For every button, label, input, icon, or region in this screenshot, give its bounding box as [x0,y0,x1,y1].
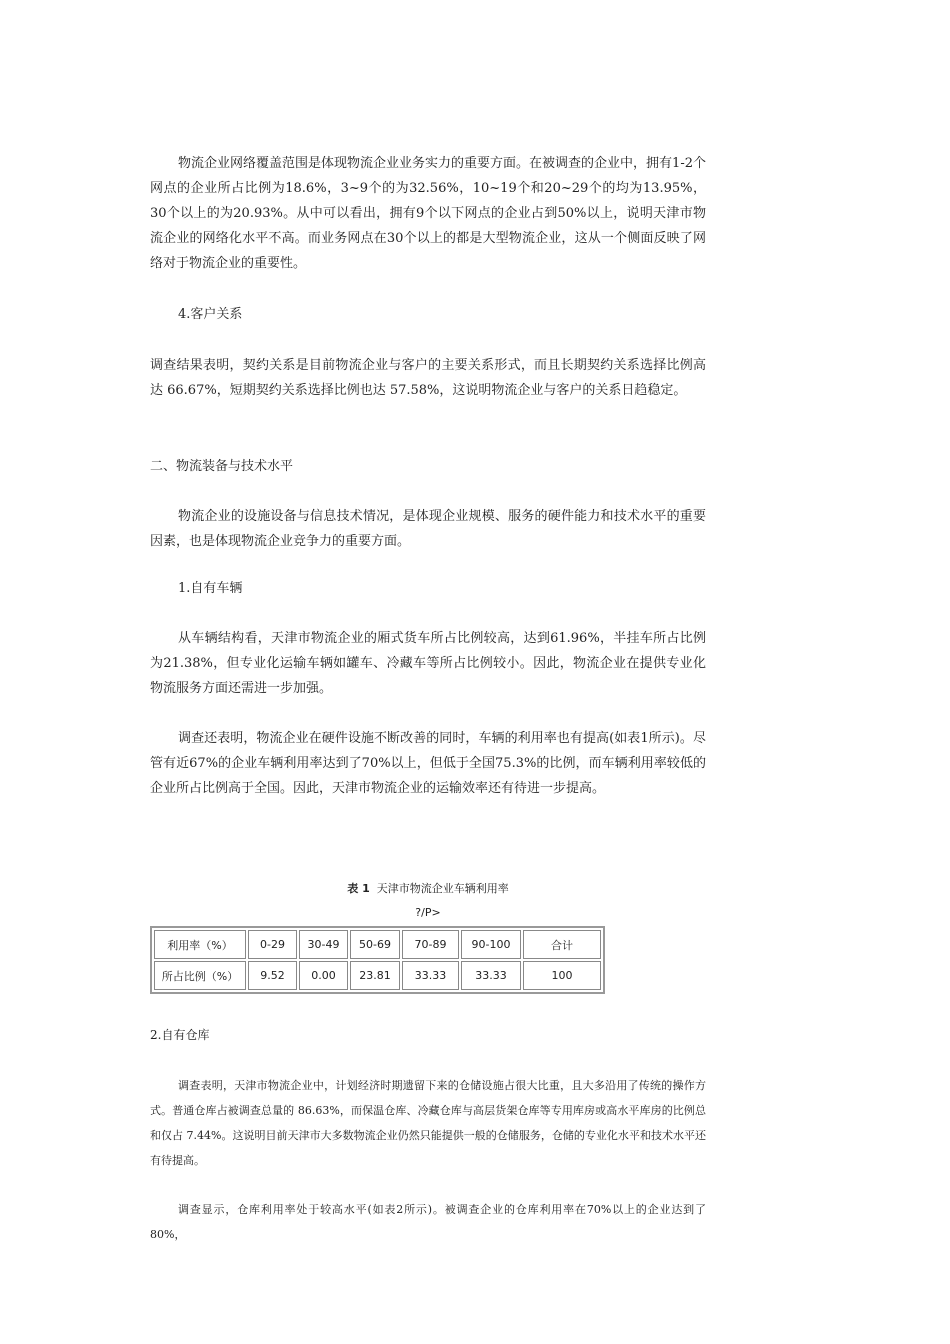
paragraph-vehicles-2: 调查还表明，物流企业在硬件设施不断改善的同时，车辆的利用率也有提高(如表1所示)。尽管有近67%的企业车辆利用率达到了70%以上，但低于全国75.3%的比例，而车辆利用率较低的企业所占比例高于全国。因此，天津市物流企业的运输效率还有待进一步提高。 [150,731,706,796]
table-row [154,930,601,959]
table1-caption-prefix: 表 1 [347,882,370,895]
table-cell: 50-69 [350,930,400,959]
heading-warehouse: 2.自有仓库 [150,1028,210,1042]
heading-section-2: 二、物流装备与技术水平 [150,459,294,474]
table-cell: 0.00 [299,961,348,990]
heading-vehicles: 1.自有车辆 [178,581,243,596]
table-cell: 9.52 [248,961,297,990]
table-cell: 所占比例（%） [154,961,246,990]
table-cell: 70-89 [402,930,459,959]
paragraph-network-coverage: 物流企业网络覆盖范围是体现物流企业业务实力的重要方面。在被调查的企业中，拥有1-2个网点的企业所占比例为18.6%，3~9个的为32.56%，10~19个和20~29个的均为13.95%，30个以上的为20.93%。从中可以看出，拥有9个以下网点的企业占到50%以上，说明天津市物流企业的网络化水平不高。而业务网点在30个以上的都是大型物流企业，这从一个侧面反映了网络对于物流企业的重要性。 [150,156,706,271]
table-cell: 23.81 [350,961,400,990]
table-cell: 合计 [523,930,601,959]
table-cell: 90-100 [461,930,521,959]
table1-vehicle-utilization [150,926,605,994]
table-cell: 0-29 [248,930,297,959]
paragraph-customer-relations: 调查结果表明，契约关系是目前物流企业与客户的主要关系形式，而且长期契约关系选择比例高达 66.67%，短期契约关系选择比例也达 57.58%，这说明物流企业与客户的关系日趋稳定。 [150,358,706,398]
table-cell: 100 [523,961,601,990]
paragraph-warehouse-2: 调查显示，仓库利用率处于较高水平(如表2所示)。被调查企业的仓库利用率在70%以上的企业达到了 80%， [150,1203,706,1241]
paragraph-warehouse-1: 调查表明，天津市物流企业中，计划经济时期遗留下来的仓储设施占很大比重，且大多沿用了传统的操作方式。普通仓库占被调查总量的 86.63%，而保温仓库、冷藏仓库与高层货架仓库等专用库房或高水平库房的比例总和仅占 7.44%。这说明目前天津市大多数物流企业仍然只能提供一般的仓储服务，仓储的专业化水平和技术水平还有待提高。 [150,1079,706,1167]
heading-customer-relations: 4.客户关系 [178,307,243,322]
table-cell: 30-49 [299,930,348,959]
table1-caption-note: ?/P> [415,906,441,919]
table-row [154,961,601,990]
table-cell: 33.33 [402,961,459,990]
paragraph-vehicles-1: 从车辆结构看，天津市物流企业的厢式货车所占比例较高，达到61.96%，半挂车所占比例为21.38%，但专业化运输车辆如罐车、冷藏车等所占比例较小。因此，物流企业在提供专业化物流服务方面还需进一步加强。 [150,631,706,696]
table-cell: 33.33 [461,961,521,990]
table-cell: 利用率（%） [154,930,246,959]
table1-caption [150,881,706,897]
table1-caption-title: 天津市物流企业车辆利用率 [376,882,509,895]
paragraph-section-2: 物流企业的设施设备与信息技术情况，是体现企业规模、服务的硬件能力和技术水平的重要因素，也是体现物流企业竞争力的重要方面。 [150,509,706,549]
